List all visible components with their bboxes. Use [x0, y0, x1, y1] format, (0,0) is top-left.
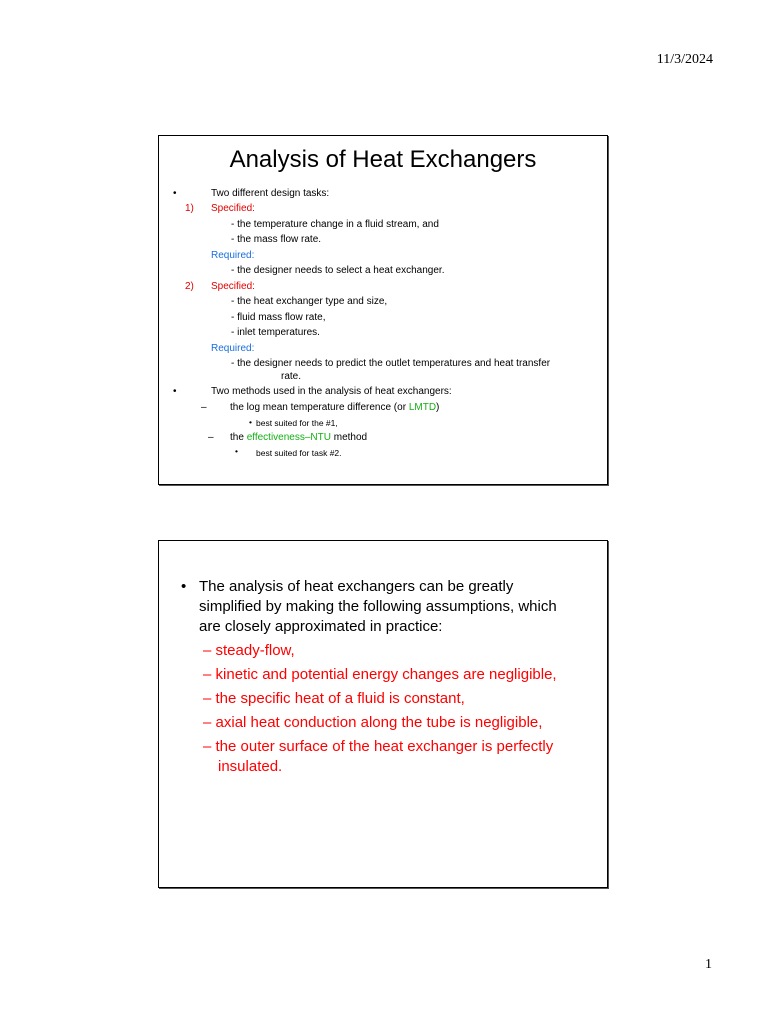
assumption-item: – axial heat conduction along the tube is negligible, [203, 714, 543, 731]
lmtd-highlight: LMTD [408, 402, 437, 413]
bullet-design-tasks: Two different design tasks: [211, 188, 330, 199]
dash-marker: – [201, 402, 207, 413]
bullet-marker: • [173, 386, 177, 397]
task1-specified-label: Specified: [211, 203, 255, 214]
task1-specified-item: - the temperature change in a fluid stream, and [231, 219, 439, 230]
task1-marker: 1) [185, 203, 194, 214]
assumptions-intro-line: The analysis of heat exchangers can be greatly [199, 578, 514, 595]
task2-specified-item: - fluid mass flow rate, [231, 312, 326, 323]
task2-required-label: Required: [211, 343, 255, 354]
task2-specified-label: Specified: [211, 281, 255, 292]
method-lmtd-note: best suited for the #1, [256, 418, 338, 428]
assumptions-intro-line: are closely approximated in practice: [199, 618, 443, 635]
bullet-methods: Two methods used in the analysis of heat exchangers: [211, 386, 452, 397]
task1-required-label: Required: [211, 250, 255, 261]
dash-marker: – [208, 432, 214, 443]
task2-marker: 2) [185, 281, 194, 292]
task1-specified-item: - the mass flow rate. [231, 234, 322, 245]
method-ntu-note: best suited for task #2. [256, 448, 342, 458]
sub-bullet-marker: • [235, 446, 238, 456]
task2-required-line-cont: rate. [281, 371, 302, 382]
bullet-marker: • [181, 578, 187, 595]
ntu-highlight: effectiveness–NTU [246, 432, 331, 443]
bullet-marker: • [173, 188, 177, 199]
assumption-item: – the specific heat of a fluid is constant, [203, 690, 465, 707]
task2-specified-item: - inlet temperatures. [231, 327, 320, 338]
task2-required-line: - the designer needs to predict the outlet temperatures and heat transfer [231, 358, 551, 369]
method-ntu: the effectiveness–NTU method [230, 432, 368, 443]
assumption-item: – kinetic and potential energy changes are negligible, [203, 666, 557, 683]
assumption-item: – the outer surface of the heat exchanger is perfectly [203, 738, 554, 755]
page-number: 1 [705, 957, 712, 972]
slide-2 [158, 540, 608, 888]
assumption-item-cont: insulated. [218, 758, 283, 775]
method-lmtd: the log mean temperature difference (or LMTD) [230, 402, 440, 413]
slide-title: Analysis of Heat Exchangers [229, 146, 537, 173]
task1-required-item: - the designer needs to select a heat exchanger. [231, 265, 445, 276]
assumptions-intro-line: simplified by making the following assumptions, which [199, 598, 557, 615]
task2-specified-item: - the heat exchanger type and size, [231, 296, 388, 307]
assumption-item: – steady-flow, [203, 642, 295, 659]
sub-bullet-marker: • [249, 417, 252, 427]
slide-1 [158, 135, 608, 485]
page-date: 11/3/2024 [656, 52, 713, 67]
